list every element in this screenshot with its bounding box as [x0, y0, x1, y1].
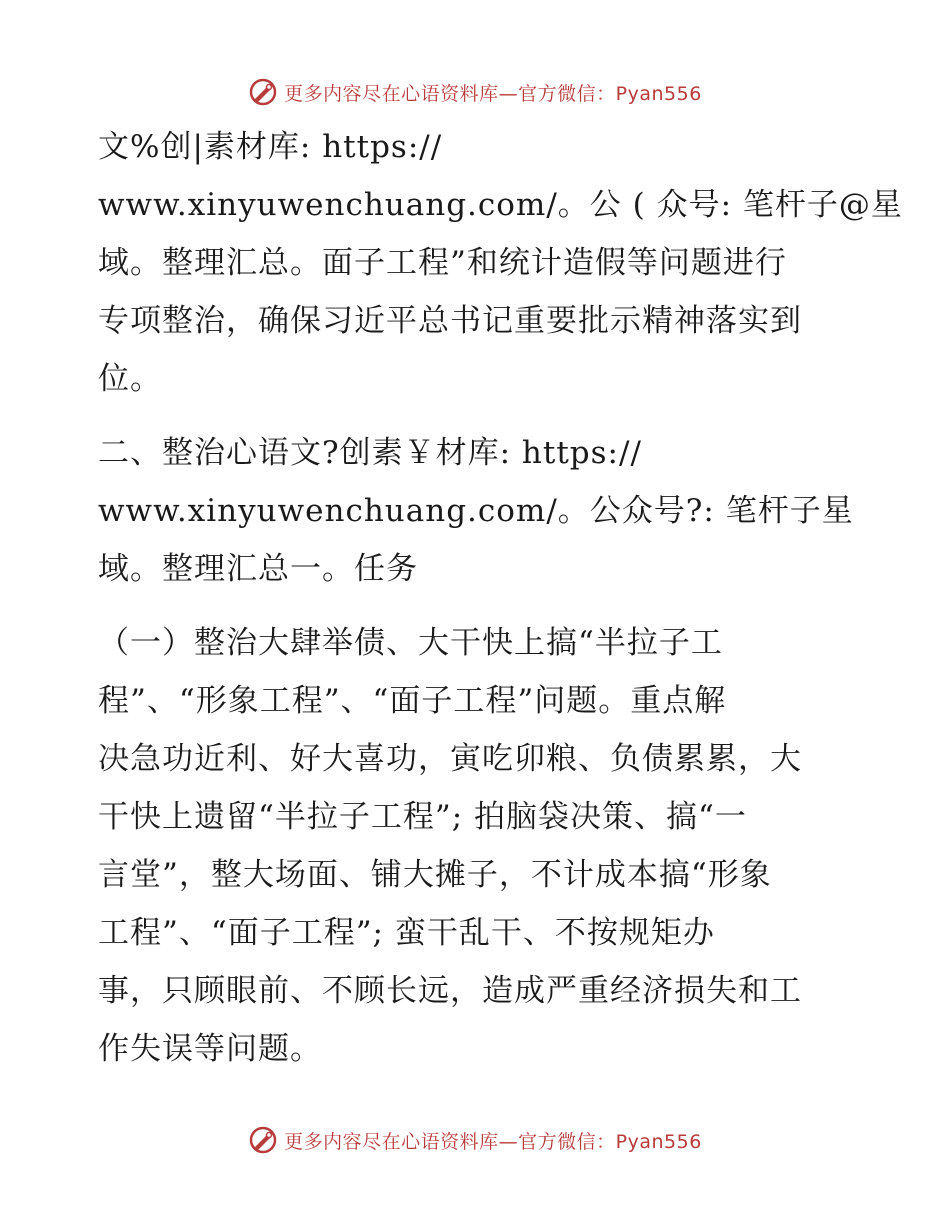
- text-line: 事，只顾眼前、不顾长远，造成严重经济损失和工: [98, 973, 802, 1009]
- document-body: [98, 118, 903, 1078]
- text-line: 文%创|素材库: https://: [98, 129, 443, 165]
- text-line: 干快上遗留“半拉子工程”; 拍脑袋决策、搞“一: [98, 799, 747, 835]
- header-banner: [0, 72, 950, 112]
- paragraph-2: [98, 424, 858, 598]
- text-line: 决急功近利、好大喜功，寅吃卯粮、负债累累，大: [98, 741, 802, 777]
- text-line: 域。整理汇总。面子工程”和统计造假等问题进行: [98, 245, 787, 281]
- footer-banner: [0, 1120, 950, 1160]
- header-banner-text: 更多内容尽在心语资料库—官方微信：Pyan556: [284, 82, 702, 105]
- pen-logo-icon: [248, 77, 278, 107]
- text-line: 作失误等问题。: [98, 1031, 322, 1067]
- text-line: 工程”、“面子工程”; 蛮干乱干、不按规矩办: [98, 915, 715, 951]
- text-line: www.xinyuwenchuang.com/。公众号?: 笔杆子星: [98, 493, 854, 529]
- text-line: www.xinyuwenchuang.com/。公 ( 众号: 笔杆子@星: [98, 187, 903, 223]
- section-heading-line: 二、整治心语文?创素￥材库: https://: [98, 435, 642, 471]
- text-line: 程”、“形象工程”、“面子工程”问题。重点解: [98, 683, 727, 719]
- paragraph-3: [98, 614, 858, 1078]
- subsection-heading-line: （一）整治大肆举债、大干快上搞“半拉子工: [98, 625, 723, 661]
- footer-banner-text: 更多内容尽在心语资料库—官方微信：Pyan556: [284, 1130, 702, 1153]
- pen-logo-icon: [248, 1125, 278, 1155]
- text-line: 专项整治，确保习近平总书记重要批示精神落实到: [98, 303, 802, 339]
- text-line: 域。整理汇总一。任务: [98, 551, 418, 587]
- text-line: 言堂”，整大场面、铺大摊子，不计成本搞“形象: [98, 857, 772, 893]
- paragraph-1: [98, 118, 903, 408]
- text-line: 位。: [98, 361, 162, 397]
